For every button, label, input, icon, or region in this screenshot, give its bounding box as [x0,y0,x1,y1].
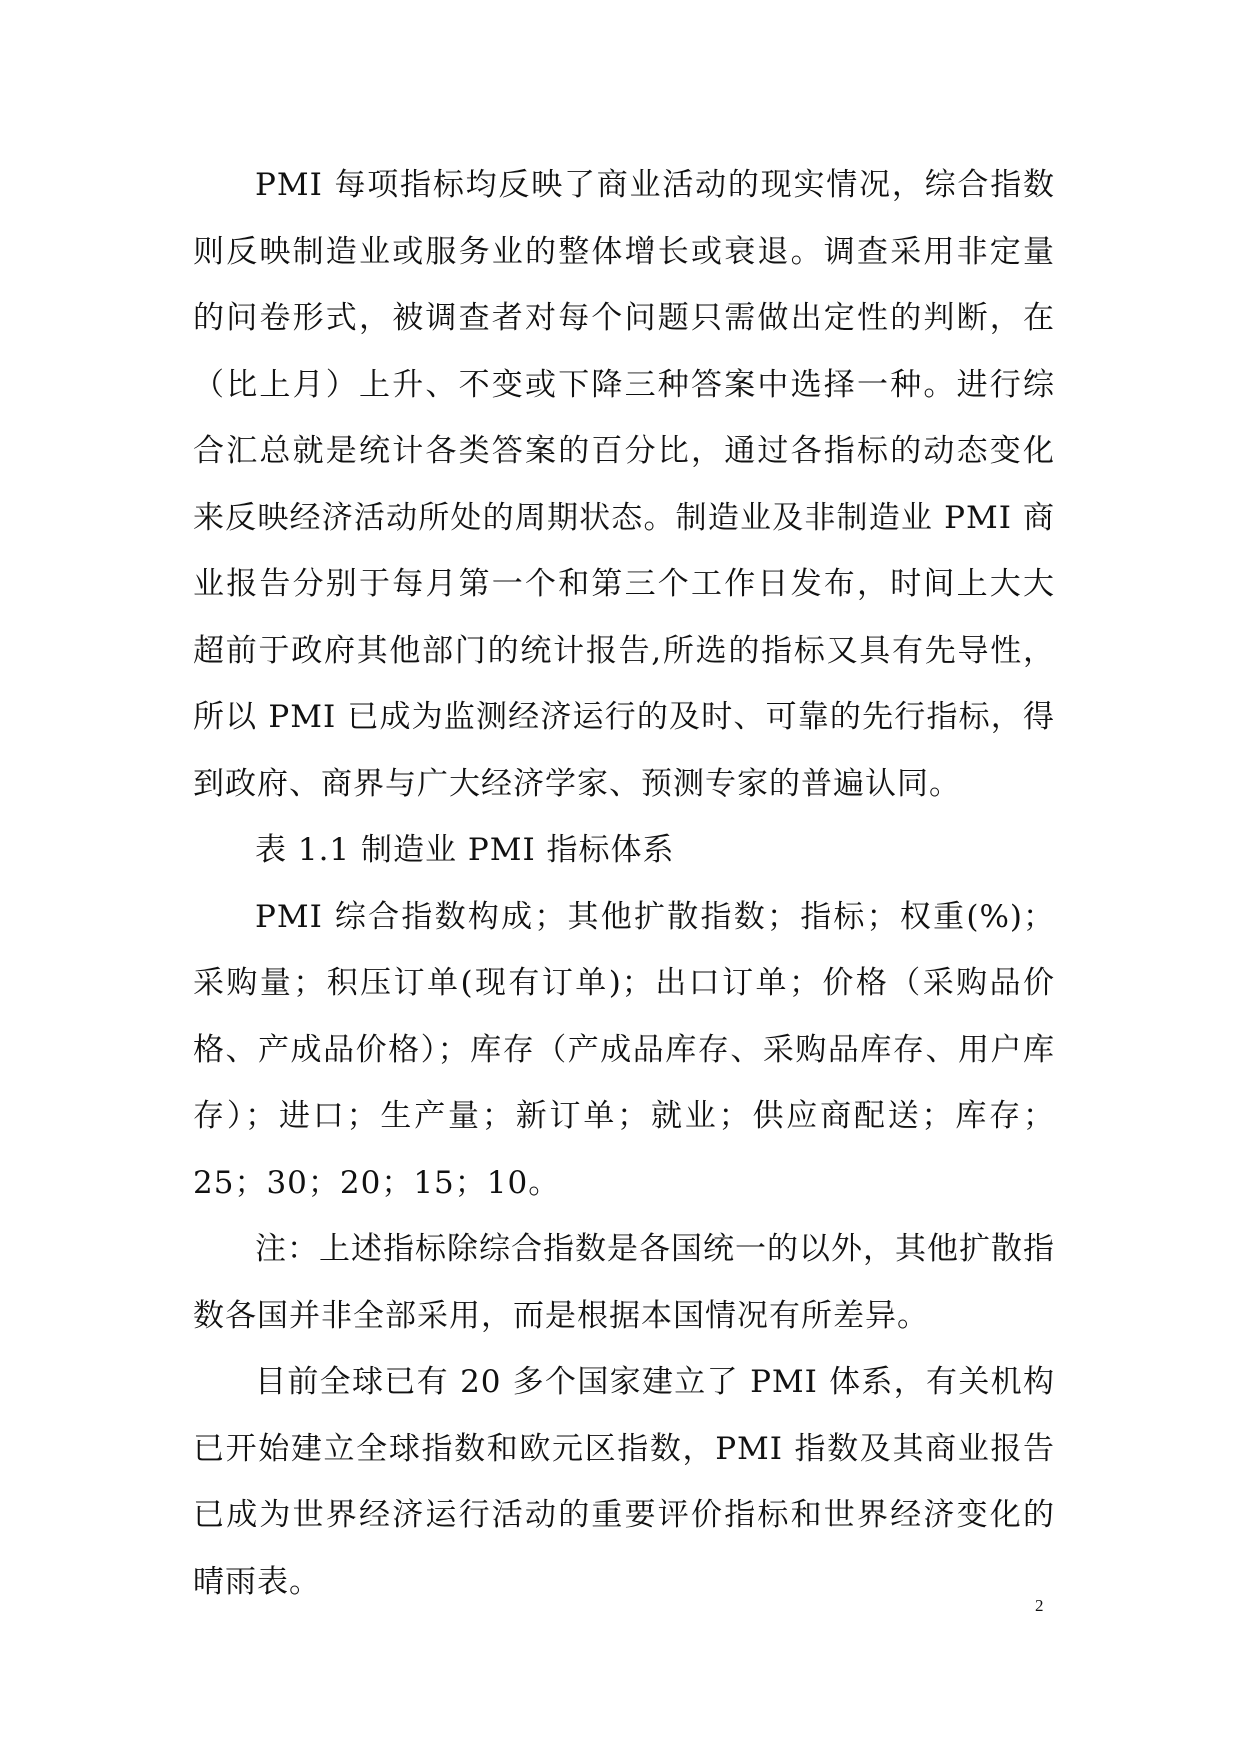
paragraph-global-pmi: 目前全球已有 20 多个国家建立了 PMI 体系，有关机构已开始建立全球指数和欧元区指数，PMI 指数及其商业报告已成为世界经济运行活动的重要评价指标和世界经济变化的晴雨表。 [193,1364,1055,1600]
paragraph-pmi-indicators: PMI 综合指数构成；其他扩散指数；指标；权重(%)；采购量；积压订单(现有订单)；出口订单；价格（采购品价格、产成品价格）；库存（产成品库存、采购品库存、用户库存）；进口；生产量；新订单；就业；供应商配送；库存；25；30；20；15；10。 [193,898,1055,1201]
paragraph-note: 注：上述指标除综合指数是各国统一的以外，其他扩散指数各国并非全部采用，而是根据本国情况有所差异。 [193,1231,1055,1334]
paragraph-pmi-overview: PMI 每项指标均反映了商业活动的现实情况，综合指数则反映制造业或服务业的整体增长或衰退。调查采用非定量的问卷形式，被调查者对每个问题只需做出定性的判断，在（比上月）上升、不变或下降三种答案中选择一种。进行综合汇总就是统计各类答案的百分比，通过各指标的动态变化来反映经济活动所处的周期状态。制造业及非制造业 PMI 商业报告分别于每月第一个和第三个工作日发布，时间上大大超前于政府其他部门的统计报告,所选的指标又具有先导性，所以 PMI 已成为监测经济运行的及时、可靠的先行指标，得到政府、商界与广大经济学家、预测专家的普遍认同。 [193,167,1055,802]
page-number: 2 [1035,1596,1044,1615]
table-caption: 表 1.1 制造业 PMI 指标体系 [255,832,675,868]
document-body [193,152,1055,1615]
